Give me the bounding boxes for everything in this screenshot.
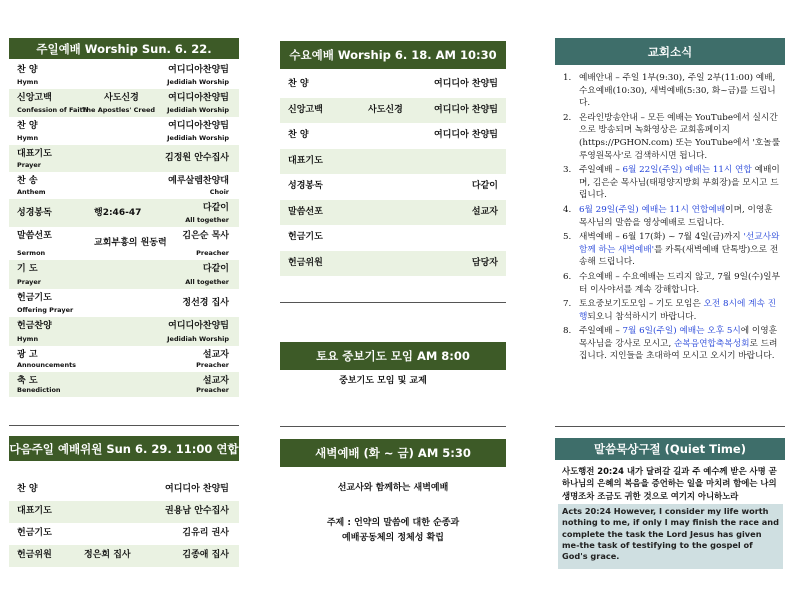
news-item [563, 271, 783, 296]
dawn-line1: 선교사와 함께하는 새벽예배 [337, 483, 449, 493]
sunday-row-label: 대표기도 [17, 149, 52, 159]
wednesday-row-label: 성경봉독 [288, 181, 323, 191]
sunday-row-person-sub: Preacher [196, 249, 229, 257]
news-item-number: 7. [563, 299, 572, 310]
sunday-row-person: 예루살렘찬양대 [168, 176, 229, 186]
news-item [563, 231, 783, 269]
next-sunday-header [9, 436, 239, 461]
wednesday-header [280, 41, 506, 69]
sunday-row-person: 다같이 [202, 203, 229, 213]
sunday-row-person-sub: Jedidiah Worship [167, 134, 229, 142]
news-item-number: 6. [563, 271, 572, 282]
wednesday-order-list [280, 72, 506, 282]
next-sunday-row-person: 김유리 권사 [182, 528, 229, 538]
news-item [563, 164, 783, 202]
next-sunday-list [9, 479, 239, 569]
sunday-row-label: 신앙고백 [17, 93, 52, 103]
next-sunday-header-text: 다음주일 예배위원 Sun 6. 29. 11:00 연합 [9, 441, 239, 456]
saturday-divider [280, 426, 506, 427]
sunday-row-person: 여디디아찬양팀 [168, 121, 229, 131]
sunday-row-sublabel: Offering Prayer [17, 306, 74, 314]
wednesday-row-person: 다같이 [471, 181, 498, 191]
sunday-row-person-sub: All together [185, 216, 229, 224]
wednesday-row [280, 251, 506, 277]
quiet-time-english-box [558, 504, 783, 569]
sunday-row-sublabel: Prayer [17, 161, 42, 169]
sunday-row-label: 찬 송 [17, 176, 38, 186]
news-item-segment: 새벽예배 – 6월 17(화) ~ 7월 4일(금)까지 [579, 232, 744, 243]
sunday-row-label: 광 고 [17, 350, 38, 360]
sunday-row-person-sub: Preacher [196, 361, 229, 369]
wednesday-row-person: 여디디아 찬양팀 [434, 79, 498, 89]
wednesday-divider [280, 302, 506, 303]
sunday-row-person: 설교자 [202, 376, 229, 386]
wednesday-row [280, 98, 506, 124]
sunday-row-sublabel: Announcements [17, 361, 77, 369]
next-sunday-row [9, 523, 239, 545]
news-item-highlight: 6월 29일(주일) 예배는 11시 연합예배 [579, 204, 726, 215]
sunday-row-person-sub: Jedidiah Worship [167, 335, 229, 343]
dawn-line2: 주제 : 언약의 말씀에 대한 순종과 [326, 518, 460, 528]
sunday-row [9, 289, 239, 317]
quiet-time-korean: 사도행전 20:24 내가 달려갈 길과 주 예수께 받은 사명 곧 하나님의 은혜의 복음을 증언하는 일을 마치려 함에는 나의 생명조차 조금도 귀한 것으로 여기지 아니하노라 [562, 466, 777, 501]
news-list [563, 72, 783, 365]
news-item-highlight: 7월 6일(주일) 예배는 오후 5시 [622, 326, 741, 337]
sunday-row-middle: 교회부흥의 원동력 [94, 238, 167, 248]
news-item-segment: 를 카톡(새벽예배 단톡방)으로 전송해 드립니다. [579, 244, 779, 268]
dawn-line3: 예배공동체의 정체성 확립 [342, 533, 444, 543]
saturday-header [280, 342, 506, 370]
sunday-row-person-sub: Jedidiah Worship [167, 106, 229, 114]
sunday-header [9, 38, 239, 59]
news-item [563, 325, 783, 363]
wednesday-row-middle: 사도신경 [368, 104, 403, 115]
news-item [563, 204, 783, 229]
sunday-row [9, 227, 239, 260]
sunday-row-sublabel: Hymn [17, 134, 39, 142]
sunday-row-person: 다같이 [202, 264, 229, 274]
sunday-row [9, 61, 239, 89]
sunday-row [9, 260, 239, 289]
news-item-number: 4. [563, 204, 572, 215]
news-divider [555, 426, 785, 427]
sunday-row-label: 기 도 [17, 264, 38, 274]
wednesday-row-label: 찬 양 [288, 130, 309, 140]
quiet-time-header-text: 말씀묵상구절 (Quiet Time) [594, 442, 746, 456]
next-sunday-row-person: 권용남 안수집사 [165, 506, 229, 516]
sunday-row-label: 헌금기도 [17, 293, 52, 303]
news-item-text [579, 325, 783, 363]
news-item-number: 8. [563, 326, 572, 337]
next-sunday-row-person: 여디디아 찬양팀 [165, 484, 229, 494]
sunday-row-label: 성경봉독 [17, 207, 52, 218]
news-item-text [579, 204, 783, 229]
sunday-row-person: 김은순 목사 [182, 231, 229, 241]
wednesday-row-label: 신앙고백 [288, 104, 323, 115]
wednesday-row-person: 여디디아 찬양팀 [434, 104, 498, 115]
sunday-row-person: 여디디아찬양팀 [168, 65, 229, 75]
saturday-text: 중보기도 모임 및 교제 [339, 376, 427, 386]
sunday-row-sublabel: Benediction [17, 386, 61, 394]
wednesday-row [280, 225, 506, 251]
sunday-row [9, 199, 239, 227]
news-header [555, 38, 785, 65]
news-item-text [579, 164, 783, 202]
news-item-text [579, 112, 783, 162]
news-item-number: 3. [563, 165, 572, 176]
sunday-row-label: 축 도 [17, 376, 38, 386]
sunday-row [9, 346, 239, 372]
news-item [563, 298, 783, 323]
sunday-row-person-sub: All together [185, 278, 229, 286]
news-item-text [579, 72, 783, 110]
wednesday-row-label: 헌금기도 [288, 232, 323, 242]
news-item-segment: 에 이영훈 목사님을 강사로 모시고, [579, 326, 778, 349]
news-item-segment: 수요예배 – 수요예배는 드리지 않고, 7월 9일(수)일부터 이사야서를 계속 강해합니다. [579, 271, 780, 295]
quiet-time-header [555, 438, 785, 460]
quiet-time-english: Acts 20:24 However, I consider my life worth nothing to me, if only I may finish the race and complete the task the Lord Jesus has given me-the task of testifying to the gospel of God's grace. [562, 506, 779, 562]
sunday-row-sublabel: Hymn [17, 78, 39, 86]
news-item-segment: 이며, 이영훈 목사님의 말씀을 영상예배로 드립니다. [579, 204, 773, 228]
wednesday-row-label: 헌금위원 [288, 257, 323, 268]
sunday-row-label: 찬 양 [17, 121, 38, 131]
wednesday-row [280, 72, 506, 98]
wednesday-row-person: 여디디아 찬양팀 [434, 130, 498, 140]
next-sunday-row [9, 545, 239, 567]
news-item-number: 1. [563, 73, 572, 83]
news-item-highlight: 6월 22일(주일) 예배는 11시 연합 [622, 165, 752, 176]
saturday-header-text: 토요 중보기도 모임 AM 8:00 [316, 349, 470, 363]
wednesday-row-label: 찬 양 [288, 79, 309, 89]
news-item-highlight: 순복음연합축복성회 [673, 338, 750, 349]
sunday-divider [9, 425, 239, 426]
sunday-row-sublabel: Prayer [17, 278, 42, 286]
next-sunday-row-label: 찬 양 [17, 484, 38, 494]
sunday-row-person-sub: Choir [209, 188, 229, 196]
news-item-segment: 온라인방송안내 – 모든 예배는 YouTube에서 실시간으로 방송되며 녹화영상은 교회홈페이지(https://PGHON.com) 또는 YouTube에서 '호놀룰루영원목사'로 검색하시면 됩니다. [579, 112, 781, 161]
wednesday-header-text: 수요예배 Worship 6. 18. AM 10:30 [289, 48, 497, 62]
news-item-segment: 되오니 참석하시기 바랍니다. [587, 311, 697, 322]
news-item-segment: 예배안내 – 주일 1부(9:30), 주일 2부(11:00) 예배, 수요예배(10:30), 새벽예배(5:30, 화~금)를 드립니다. [579, 73, 776, 109]
wednesday-row-label: 대표기도 [288, 155, 323, 166]
sunday-row-sublabel: Sermon [17, 249, 46, 257]
sunday-row-person-sub: Jedidiah Worship [167, 78, 229, 86]
wednesday-row [280, 123, 506, 149]
sunday-row [9, 172, 239, 199]
sunday-row [9, 317, 239, 346]
next-sunday-row-label: 헌금기도 [17, 528, 52, 538]
sunday-row [9, 89, 239, 117]
wednesday-row-label: 말씀선포 [288, 206, 323, 217]
news-item-text [579, 271, 783, 296]
news-item-segment: 주일예배 – [579, 165, 623, 176]
news-item [563, 72, 783, 110]
news-item-highlight: '선교사와 함께 하는 새벽예배' [579, 232, 780, 255]
wednesday-row-person: 담당자 [471, 257, 498, 268]
sunday-row [9, 372, 239, 397]
news-item-highlight: 오전 8시에 계속 진행 [579, 299, 777, 322]
sunday-row-person: 김정원 안수집사 [165, 153, 229, 163]
sunday-row-label: 찬 양 [17, 65, 38, 75]
next-sunday-row-label: 대표기도 [17, 506, 52, 516]
news-item-segment: 토요중보기도모임 – 기도 모임은 [579, 299, 704, 310]
sunday-row-sublabel: Hymn [17, 335, 39, 343]
sunday-row-person: 여디디아찬양팀 [168, 93, 229, 103]
next-sunday-row [9, 479, 239, 501]
sunday-row-middle-sub: The Apostles' Creed [82, 106, 156, 114]
next-sunday-row [9, 501, 239, 523]
sunday-row-person: 여디디아찬양팀 [168, 321, 229, 331]
news-item-segment: 주일예배 – [579, 326, 623, 337]
news-item-number: 2. [563, 112, 572, 123]
news-item-text [579, 298, 783, 323]
sunday-order-list [9, 61, 239, 407]
sunday-row-middle: 행2:46-47 [94, 207, 142, 218]
dawn-header-text: 새벽예배 (화 ~ 금) AM 5:30 [315, 446, 471, 460]
sunday-row [9, 117, 239, 145]
news-item-number: 5. [563, 232, 572, 243]
news-item [563, 112, 783, 162]
sunday-row-person: 정선경 집사 [182, 297, 229, 308]
dawn-header [280, 439, 506, 467]
news-item-text [579, 231, 783, 269]
next-sunday-row-person: 김종애 집사 [182, 550, 229, 560]
news-header-text: 교회소식 [647, 44, 693, 59]
next-sunday-row-label: 헌금위원 [17, 550, 52, 560]
sunday-row-person-sub: Preacher [196, 386, 229, 394]
wednesday-row [280, 149, 506, 175]
sunday-row-sublabel: Confession of Faith [17, 106, 88, 114]
news-item-segment: 로 드려집니다. 지인들을 초대하여 모시고 오시기 바랍니다. [579, 338, 778, 362]
wednesday-row [280, 174, 506, 200]
sunday-row-label: 헌금찬양 [17, 321, 52, 331]
sunday-row-sublabel: Anthem [17, 188, 46, 196]
sunday-row-label: 말씀선포 [17, 231, 52, 241]
next-sunday-row-middle: 정은희 집사 [84, 550, 131, 560]
wednesday-row-person: 설교자 [471, 206, 498, 217]
sunday-row-middle: 사도신경 [104, 93, 139, 103]
sunday-header-text: 주일예배 Worship Sun. 6. 22. [36, 41, 212, 56]
sunday-row-person: 설교자 [202, 350, 229, 360]
sunday-row [9, 145, 239, 172]
news-item-segment: 예배이며, 김은순 목사님(태평양지방회 부회장)을 모시고 드립니다. [579, 165, 780, 201]
wednesday-row [280, 200, 506, 226]
